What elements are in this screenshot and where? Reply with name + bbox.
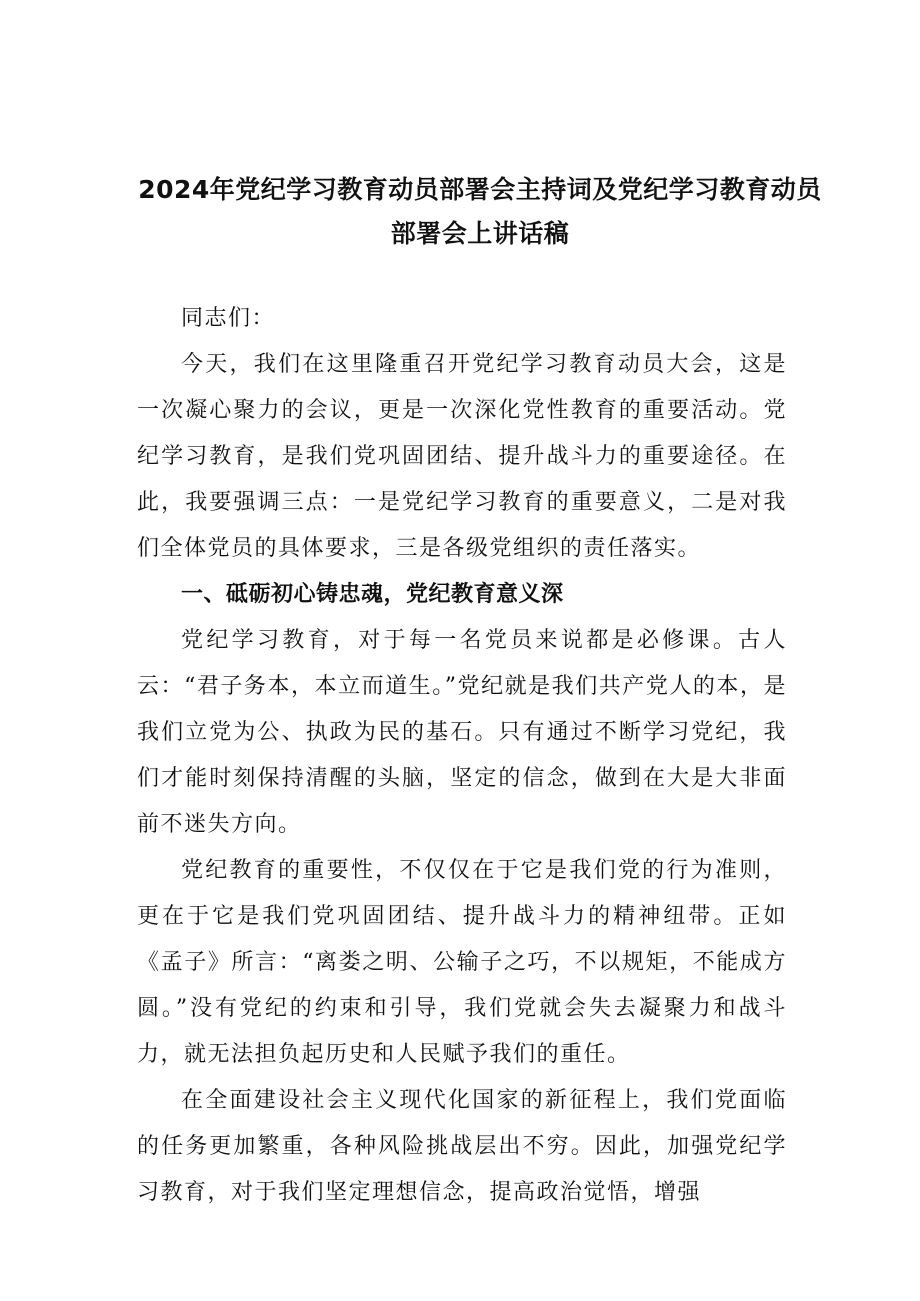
salutation: 同志们： [181,306,276,331]
document-body [137,296,787,1216]
paragraph-1: 今天，我们在这里隆重召开党纪学习教育动员大会，这是一次凝心聚力的会议，更是一次深化党性教育的重要活动。党纪学习教育，是我们党巩固团结、提升战斗力的重要途径。在此，我要强调三点：一是党纪学习教育的重要意义，二是对我们全体党员的具体要求，三是各级党组织的责任落实。 [137,352,787,561]
paragraph-3: 党纪教育的重要性，不仅仅在于它是我们党的行为准则，更在于它是我们党巩固团结、提升战斗力的精神纽带。正如《孟子》所言：“离娄之明、公输子之巧，不以规矩，不能成方圆。”没有党纪的约束和引导，我们党就会失去凝聚力和战斗力，就无法担负起历史和人民赋予我们的重任。 [137,858,787,1067]
document-title [130,168,830,256]
section-heading-1: 一、砥砺初心铸忠魂，党纪教育意义深 [181,582,564,607]
title-line-2: 部署会上讲话稿 [390,219,570,248]
title-line-1: 2024年党纪学习教育动员部署会主持词及党纪学习教育动员 [138,175,822,204]
paragraph-4: 在全面建设社会主义现代化国家的新征程上，我们党面临的任务更加繁重，各种风险挑战层出不穷。因此，加强党纪学习教育，对于我们坚定理想信念，提高政治觉悟，增强 [137,1088,787,1205]
paragraph-2: 党纪学习教育，对于每一名党员来说都是必修课。古人云：“君子务本，本立而道生。”党纪就是我们共产党人的本，是我们立党为公、执政为民的基石。只有通过不断学习党纪，我们才能时刻保持清醒的头脑，坚定的信念，做到在大是大非面前不迷失方向。 [137,628,787,837]
